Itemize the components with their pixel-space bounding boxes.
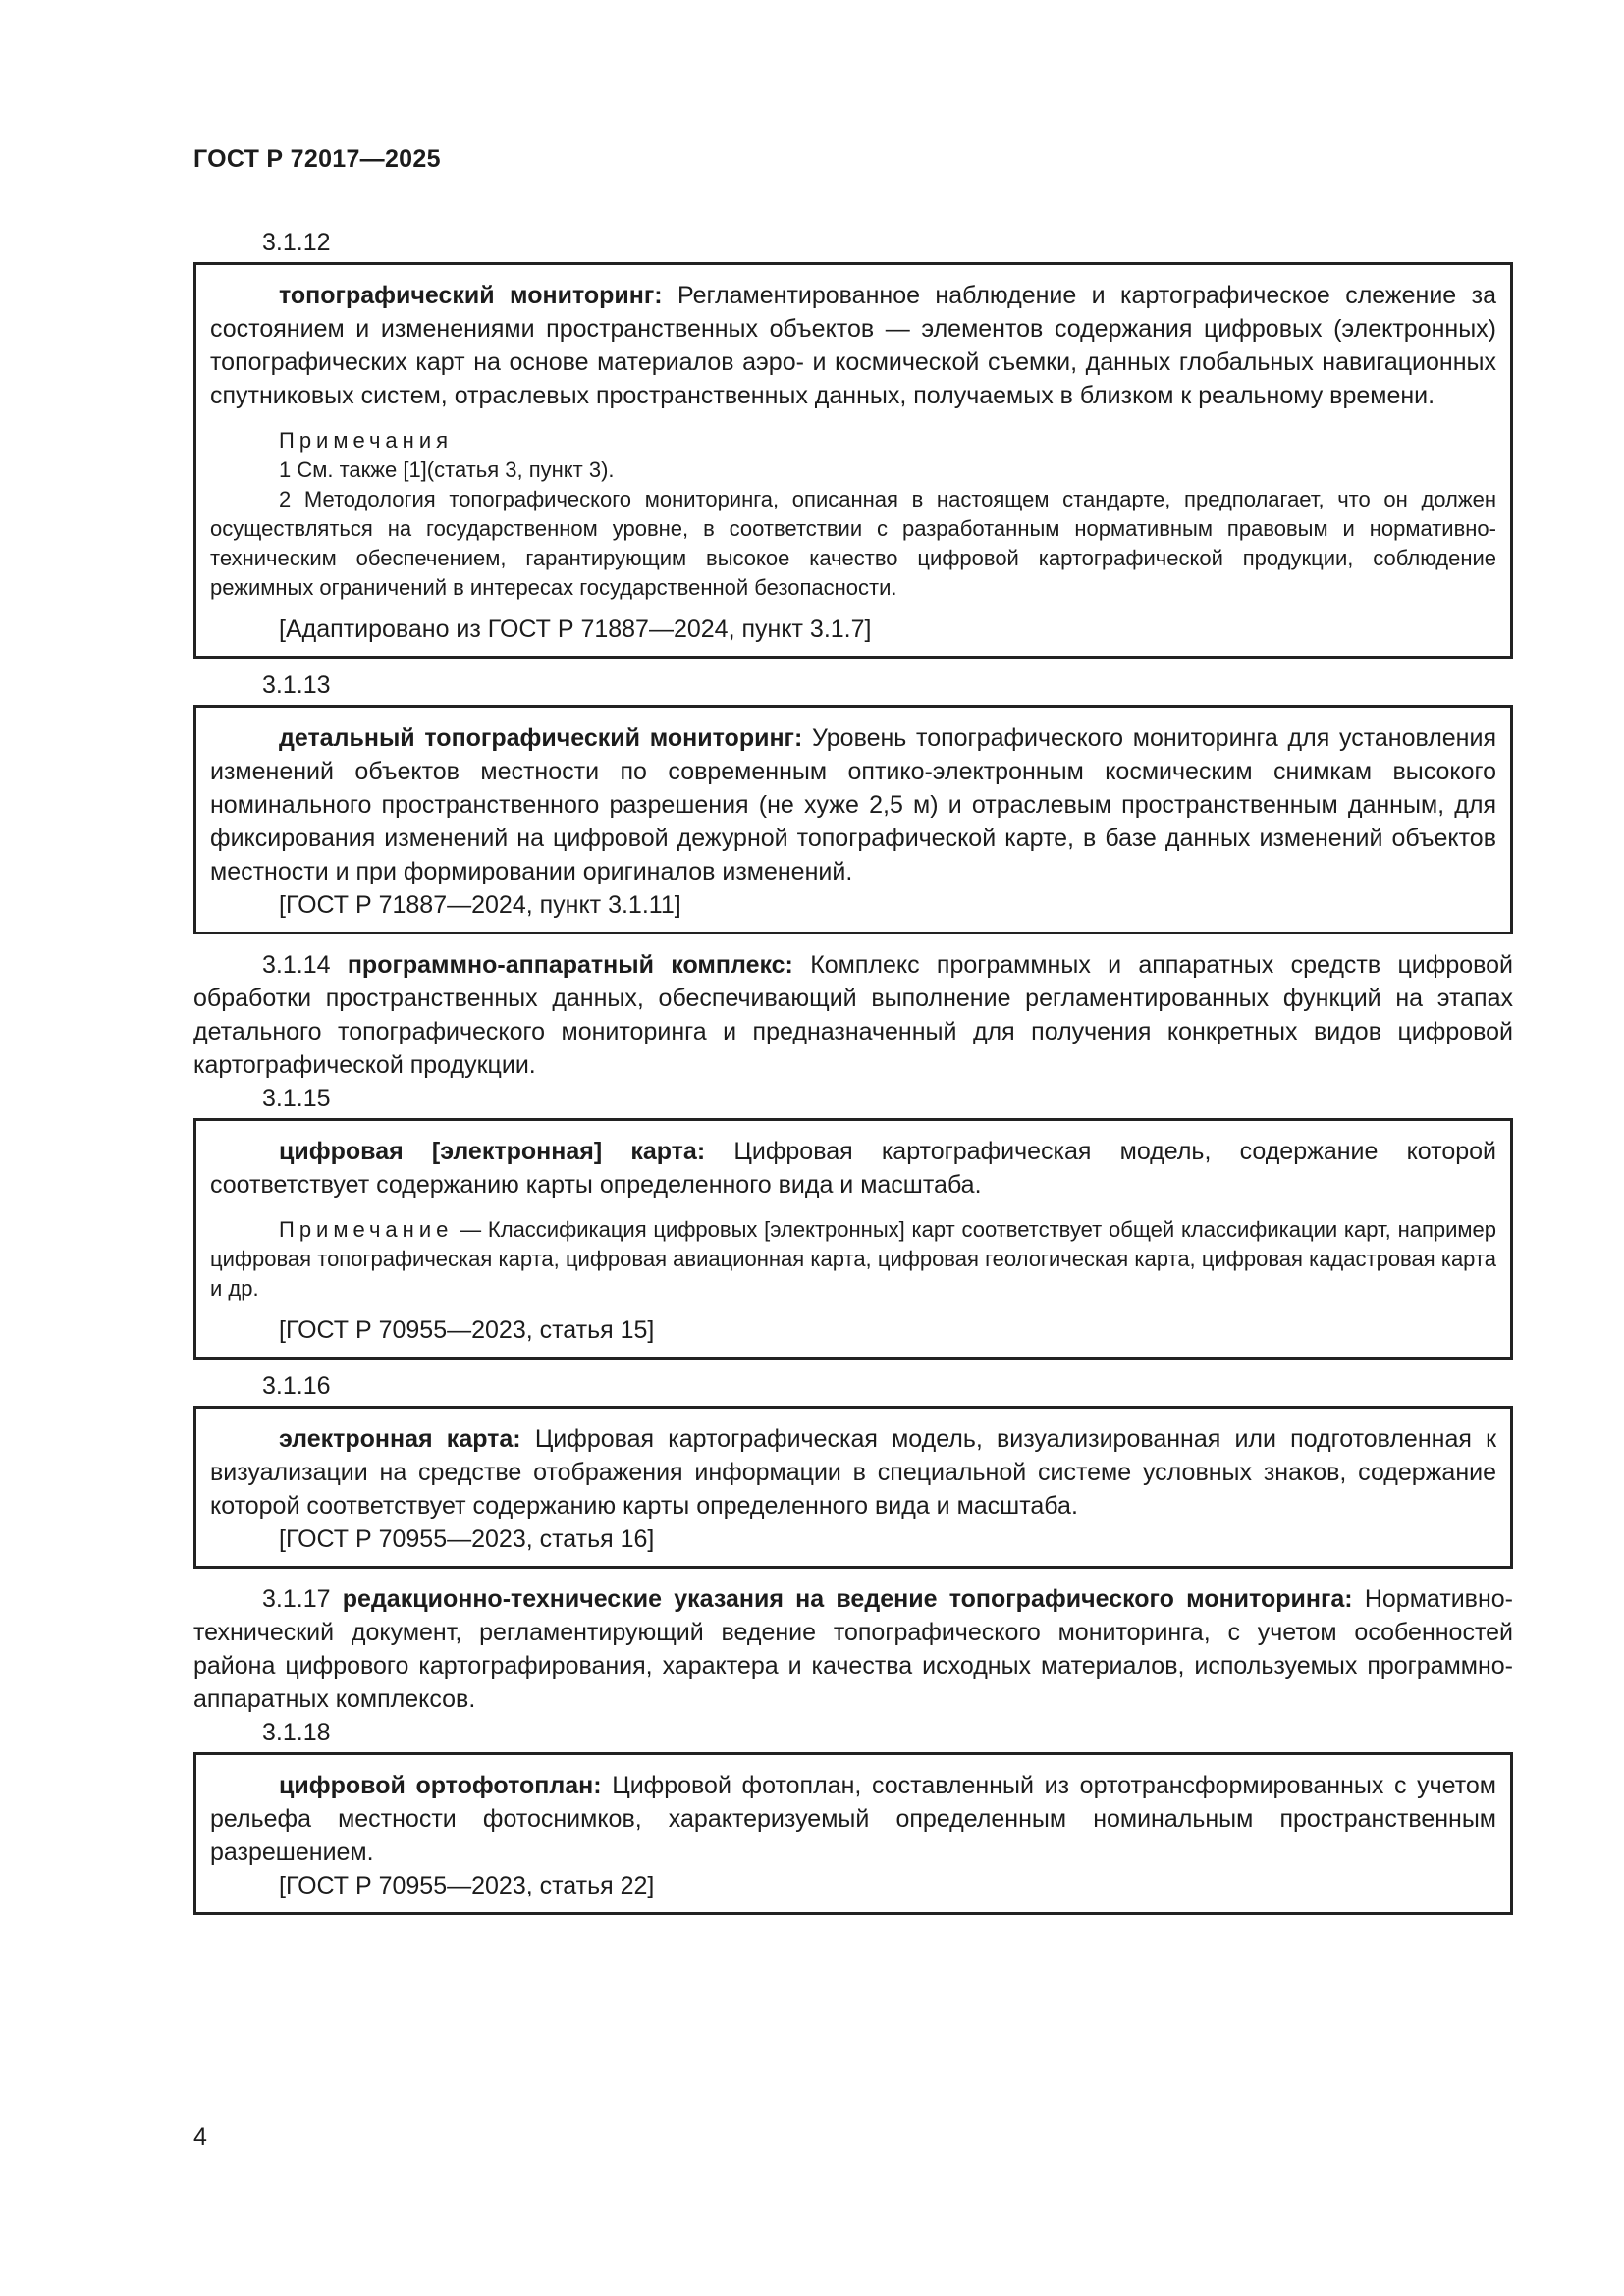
term-box-3-1-13 bbox=[193, 705, 1513, 934]
term-source-3-1-15: [ГОСТ Р 70955—2023, статья 15] bbox=[279, 1316, 655, 1344]
term-number-3-1-16: 3.1.16 bbox=[262, 1372, 331, 1400]
term-definition-3-1-14 bbox=[193, 948, 1513, 1082]
note bbox=[210, 1215, 1496, 1304]
term-definition-3-1-12 bbox=[210, 279, 1496, 412]
term-name: электронная карта: bbox=[279, 1425, 521, 1453]
term-number-3-1-14: 3.1.14 bbox=[262, 951, 331, 979]
term-name: программно-аппаратный комплекс: bbox=[347, 951, 793, 979]
term-number-3-1-17: 3.1.17 bbox=[262, 1585, 331, 1613]
term-text: Цифровая картографическая модель, содержание которой соответствует содержанию карты определенного вида и масштаба. bbox=[210, 1138, 1497, 1199]
term-text: Нормативно-технический документ, регламентирующий ведение топографического мониторинга, с учетом особенностей района цифрового картографирования, характера и качества исходных материалов, используемых программно-аппаратных комплексов. bbox=[193, 1585, 1513, 1713]
note-text: — Классификация цифровых [электронных] карт соответствует общей классификации карт, например цифровая топографическая карта, цифровая авиационная карта, цифровая геологическая карта, цифровая кадастровая карта и др. bbox=[210, 1217, 1496, 1301]
term-text: Уровень топографического мониторинга для установления изменений объектов местности по современным оптико-электронным космическим снимкам высокого номинального пространственного разрешения (не хуже 2,5 м) и отраслевым пространственным данным, для фиксирования изменений на цифровой дежурной топографической карте, в базе данных изменений объектов местности и при формировании оригиналов изменений. bbox=[210, 724, 1496, 885]
term-box-3-1-12 bbox=[193, 262, 1513, 659]
term-name: топографический мониторинг: bbox=[279, 282, 663, 309]
term-text: Комплекс программных и аппаратных средств цифровой обработки пространственных данных, обеспечивающий выполнение регламентированных функций на этапах детального топографического мониторинга и предназначенный для получения конкретных видов цифровой картографической продукции. bbox=[193, 951, 1513, 1079]
notes-block bbox=[210, 1215, 1496, 1304]
notes-block bbox=[210, 426, 1496, 603]
note-lead: Примечание bbox=[279, 1217, 454, 1242]
term-text: Регламентированное наблюдение и картографическое слежение за состоянием и изменениями пространственных объектов — элементов содержания цифровых (электронных) топографических карт на основе материалов аэро- и космической съемки, данных глобальных навигационных спутниковых систем, отраслевых пространственных данных, получаемых в близком к реальному времени. bbox=[210, 282, 1496, 409]
terms-section bbox=[193, 226, 1513, 1925]
term-number-3-1-12: 3.1.12 bbox=[262, 229, 331, 256]
term-source-3-1-13: [ГОСТ Р 71887—2024, пункт 3.1.11] bbox=[279, 891, 681, 919]
term-number-3-1-18: 3.1.18 bbox=[262, 1719, 331, 1746]
term-box-3-1-15 bbox=[193, 1118, 1513, 1360]
term-definition-3-1-17 bbox=[193, 1582, 1513, 1716]
term-name: редакционно-технические указания на ведение топографического мониторинга: bbox=[342, 1585, 1353, 1613]
notes-title: Примечания bbox=[279, 428, 454, 453]
note-2: 2 Методология топографического мониторинга, описанная в настоящем стандарте, предполагает, что он должен осуществляться на государственном уровне, в соответствии с разработанным нормативным правовым и нормативно-техническим обеспечением, гарантирующим высокое качество цифровой картографической продукции, соблюдение режимных ограничений в интересах государственной безопасности. bbox=[210, 487, 1496, 600]
term-name: детальный топографический мониторинг: bbox=[279, 724, 803, 752]
note-1: 1 См. также [1](статья 3, пункт 3). bbox=[279, 457, 615, 482]
term-name: цифровой ортофотоплан: bbox=[279, 1772, 602, 1799]
term-text: Цифровой фотоплан, составленный из ортотрансформированных с учетом рельефа местности фотоснимков, характеризуемый определенным номинальным пространственным разрешением. bbox=[210, 1772, 1496, 1866]
term-number-3-1-13: 3.1.13 bbox=[262, 671, 331, 699]
term-source-3-1-12: [Адаптировано из ГОСТ Р 71887—2024, пункт 3.1.7] bbox=[279, 615, 872, 643]
term-definition-3-1-15 bbox=[210, 1135, 1496, 1201]
term-source-3-1-18: [ГОСТ Р 70955—2023, статья 22] bbox=[279, 1872, 655, 1899]
term-number-3-1-15: 3.1.15 bbox=[262, 1085, 331, 1112]
term-name: цифровая [электронная] карта: bbox=[279, 1138, 706, 1165]
term-source-3-1-16: [ГОСТ Р 70955—2023, статья 16] bbox=[279, 1525, 655, 1553]
term-definition-3-1-18 bbox=[210, 1769, 1496, 1869]
term-box-3-1-16 bbox=[193, 1406, 1513, 1569]
term-text: Цифровая картографическая модель, визуализированная или подготовленная к визуализации на средстве отображения информации в специальной системе условных знаков, содержание которой соответствует содержанию карты определенного вида и масштаба. bbox=[210, 1425, 1496, 1520]
term-definition-3-1-13 bbox=[210, 721, 1496, 888]
term-definition-3-1-16 bbox=[210, 1422, 1496, 1522]
document-header: ГОСТ Р 72017—2025 bbox=[193, 145, 441, 173]
page-number: 4 bbox=[193, 2123, 207, 2151]
term-box-3-1-18 bbox=[193, 1752, 1513, 1915]
